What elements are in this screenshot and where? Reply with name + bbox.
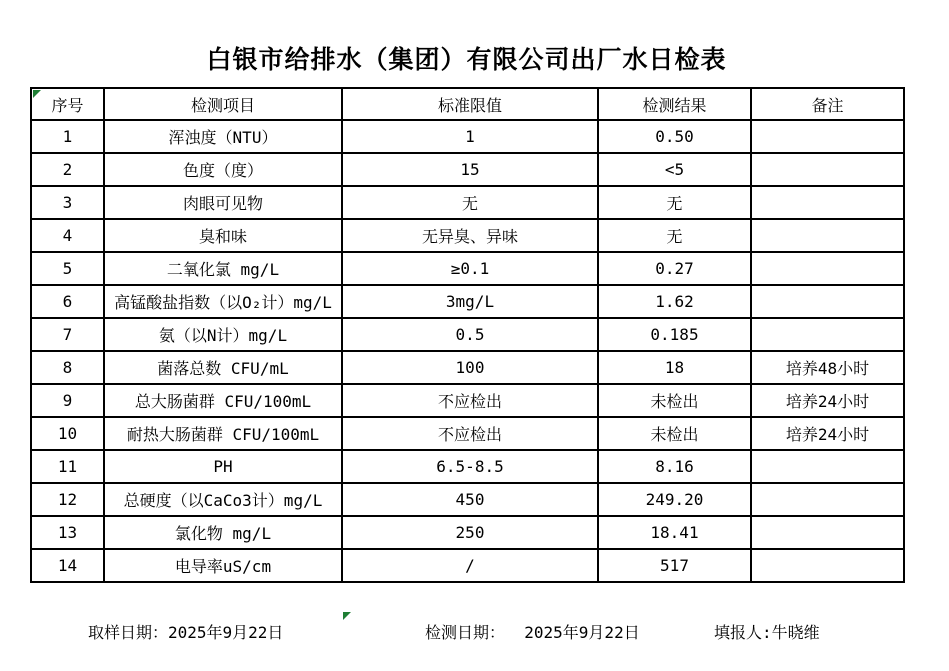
cell-limit: 0.5 — [342, 318, 598, 351]
cell-item: 氯化物 mg/L — [104, 516, 342, 549]
cell-result: 0.27 — [598, 252, 751, 285]
cell-no: 8 — [31, 351, 104, 384]
table-row — [31, 483, 904, 516]
cell-note — [751, 285, 904, 318]
cell-note — [751, 219, 904, 252]
cell-limit: 无异臭、异味 — [342, 219, 598, 252]
cell-item: 高锰酸盐指数（以O₂计）mg/L — [104, 285, 342, 318]
table-body — [31, 120, 904, 582]
cell-limit: 不应检出 — [342, 384, 598, 417]
cell-result: 未检出 — [598, 417, 751, 450]
cell-limit: / — [342, 549, 598, 582]
cell-item: 浑浊度（NTU） — [104, 120, 342, 153]
table-row — [31, 384, 904, 417]
cell-no: 3 — [31, 186, 104, 219]
table-row — [31, 450, 904, 483]
table-row — [31, 285, 904, 318]
cell-no: 10 — [31, 417, 104, 450]
cell-result: 8.16 — [598, 450, 751, 483]
cell-note: 培养24小时 — [751, 417, 904, 450]
cell-note — [751, 483, 904, 516]
cell-limit: 3mg/L — [342, 285, 598, 318]
cell-item: PH — [104, 450, 342, 483]
cell-limit: 不应检出 — [342, 417, 598, 450]
table-row — [31, 516, 904, 549]
cell-limit: 无 — [342, 186, 598, 219]
excel-corner-marker-top-icon — [33, 90, 41, 98]
cell-result: 18.41 — [598, 516, 751, 549]
cell-result: 249.20 — [598, 483, 751, 516]
sample-date-label: 取样日期：2025年9月22日 — [88, 623, 284, 642]
cell-result: 0.185 — [598, 318, 751, 351]
cell-no: 12 — [31, 483, 104, 516]
cell-item: 臭和味 — [104, 219, 342, 252]
cell-item: 电导率uS/cm — [104, 549, 342, 582]
cell-note — [751, 450, 904, 483]
cell-note — [751, 516, 904, 549]
excel-corner-marker-bottom-icon — [343, 612, 351, 620]
cell-note — [751, 318, 904, 351]
cell-result: 1.62 — [598, 285, 751, 318]
col-header-serial: 序号 — [31, 88, 104, 120]
cell-item: 氨（以N计）mg/L — [104, 318, 342, 351]
cell-note — [751, 153, 904, 186]
cell-result: 无 — [598, 219, 751, 252]
inspection-table-wrap — [30, 87, 903, 583]
cell-no: 11 — [31, 450, 104, 483]
cell-no: 4 — [31, 219, 104, 252]
cell-no: 7 — [31, 318, 104, 351]
cell-no: 1 — [31, 120, 104, 153]
cell-result: 0.50 — [598, 120, 751, 153]
cell-no: 2 — [31, 153, 104, 186]
cell-result: <5 — [598, 153, 751, 186]
cell-item: 二氧化氯 mg/L — [104, 252, 342, 285]
inspection-table — [30, 87, 905, 583]
table-row — [31, 252, 904, 285]
cell-limit: 15 — [342, 153, 598, 186]
cell-item: 色度（度） — [104, 153, 342, 186]
cell-result: 18 — [598, 351, 751, 384]
cell-no: 14 — [31, 549, 104, 582]
test-date-label: 检测日期： 2025年9月22日 — [425, 623, 640, 642]
cell-result: 无 — [598, 186, 751, 219]
cell-no: 13 — [31, 516, 104, 549]
cell-no: 5 — [31, 252, 104, 285]
cell-no: 6 — [31, 285, 104, 318]
cell-limit: 100 — [342, 351, 598, 384]
cell-limit: 250 — [342, 516, 598, 549]
cell-limit: 450 — [342, 483, 598, 516]
reporter-label: 填报人:牛晓维 — [714, 623, 820, 642]
table-row — [31, 351, 904, 384]
cell-item: 肉眼可见物 — [104, 186, 342, 219]
cell-no: 9 — [31, 384, 104, 417]
cell-result: 517 — [598, 549, 751, 582]
cell-note — [751, 186, 904, 219]
col-header-result: 检测结果 — [598, 88, 751, 120]
cell-item: 总大肠菌群 CFU/100mL — [104, 384, 342, 417]
cell-item: 菌落总数 CFU/mL — [104, 351, 342, 384]
cell-result: 未检出 — [598, 384, 751, 417]
page-title: 白银市给排水（集团）有限公司出厂水日检表 — [206, 45, 727, 74]
col-header-item: 检测项目 — [104, 88, 342, 120]
table-row — [31, 186, 904, 219]
cell-note — [751, 549, 904, 582]
table-row — [31, 318, 904, 351]
table-row — [31, 153, 904, 186]
col-header-limit: 标准限值 — [342, 88, 598, 120]
cell-note — [751, 252, 904, 285]
col-header-note: 备注 — [751, 88, 904, 120]
cell-limit: 6.5-8.5 — [342, 450, 598, 483]
table-row — [31, 120, 904, 153]
table-row — [31, 219, 904, 252]
footer — [0, 620, 949, 650]
cell-item: 总硬度（以CaCo3计）mg/L — [104, 483, 342, 516]
header-row — [31, 88, 904, 120]
cell-limit: 1 — [342, 120, 598, 153]
cell-note: 培养24小时 — [751, 384, 904, 417]
cell-note — [751, 120, 904, 153]
cell-item: 耐热大肠菌群 CFU/100mL — [104, 417, 342, 450]
table-row — [31, 549, 904, 582]
cell-note: 培养48小时 — [751, 351, 904, 384]
table-row — [31, 417, 904, 450]
cell-limit: ≥0.1 — [342, 252, 598, 285]
